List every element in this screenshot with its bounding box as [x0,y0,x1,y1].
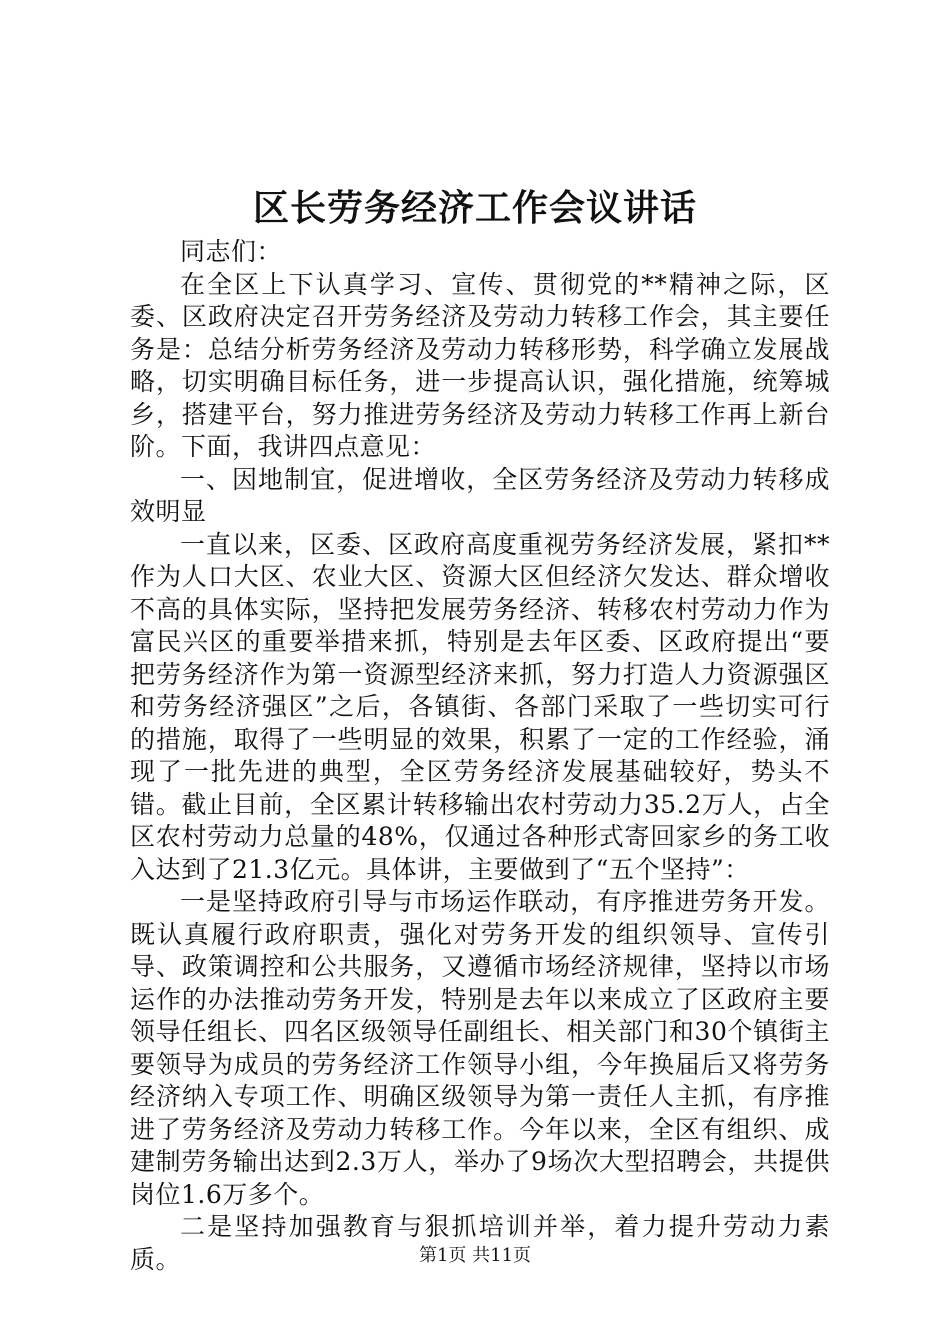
paragraph-overview: 一直以来，区委、区政府高度重视劳务经济发展，紧扣**作为人口大区、农业大区、资源大区但经济欠发达、群众增收不高的具体实际，坚持把发展劳务经济、转移农村劳动力作为富民兴区的重要举措来抓，特别是去年区委、区政府提出“要把劳务经济作为第一资源型经济来抓，努力打造人力资源强区和劳务经济强区”之后，各镇街、各部门采取了一些切实可行的措施，取得了一些明显的效果，积累了一定的工作经验，涌现了一批先进的典型，全区劳务经济发展基础较好，势头不错。截止目前，全区累计转移输出农村劳动力35.2万人，占全区农村劳动力总量的48%，仅通过各种形式寄回家乡的务工收入达到了21.3亿元。具体讲，主要做到了“五个坚持”： [130,529,830,884]
paragraph-greeting: 同志们： [180,237,283,266]
paragraph-point-2: 二是坚持加强教育与狠抓培训并举，着力提升劳动力素质。 [130,1212,830,1274]
document-title: 区长劳务经济工作会议讲话 [252,187,697,229]
document-body [130,236,830,1276]
page-footer: 第1页 共11页 [418,1245,532,1266]
section-heading-1: 一、因地制宜，促进增收，全区劳务经济及劳动力转移成效明显 [130,464,830,526]
paragraph-point-1: 一是坚持政府引导与市场运作联动，有序推进劳务开发。既认真履行政府职责，强化对劳务开发的组织领导、宣传引导、政策调控和公共服务，又遵循市场经济规律，坚持以市场运作的办法推动劳务开发，特别是去年以来成立了区政府主要领导任组长、四名区级领导任副组长、相关部门和30个镇街主要领导为成员的劳务经济工作领导小组，今年换届后又将劳务经济纳入专项工作、明确区级领导为第一责任人主抓，有序推进了劳务经济及劳动力转移工作。今年以来，全区有组织、成建制劳务输出达到2.3万人，举办了9场次大型招聘会，共提供岗位1.6万多个。 [130,887,830,1209]
paragraph-intro: 在全区上下认真学习、宣传、贯彻党的**精神之际，区委、区政府决定召开劳务经济及劳动力转移工作会，其主要任务是：总结分析劳务经济及劳动力转移形势，科学确立发展战略，切实明确目标任务，进一步提高认识，强化措施，统筹城乡，搭建平台，努力推进劳务经济及劳动力转移工作再上新台阶。下面，我讲四点意见： [130,269,830,461]
